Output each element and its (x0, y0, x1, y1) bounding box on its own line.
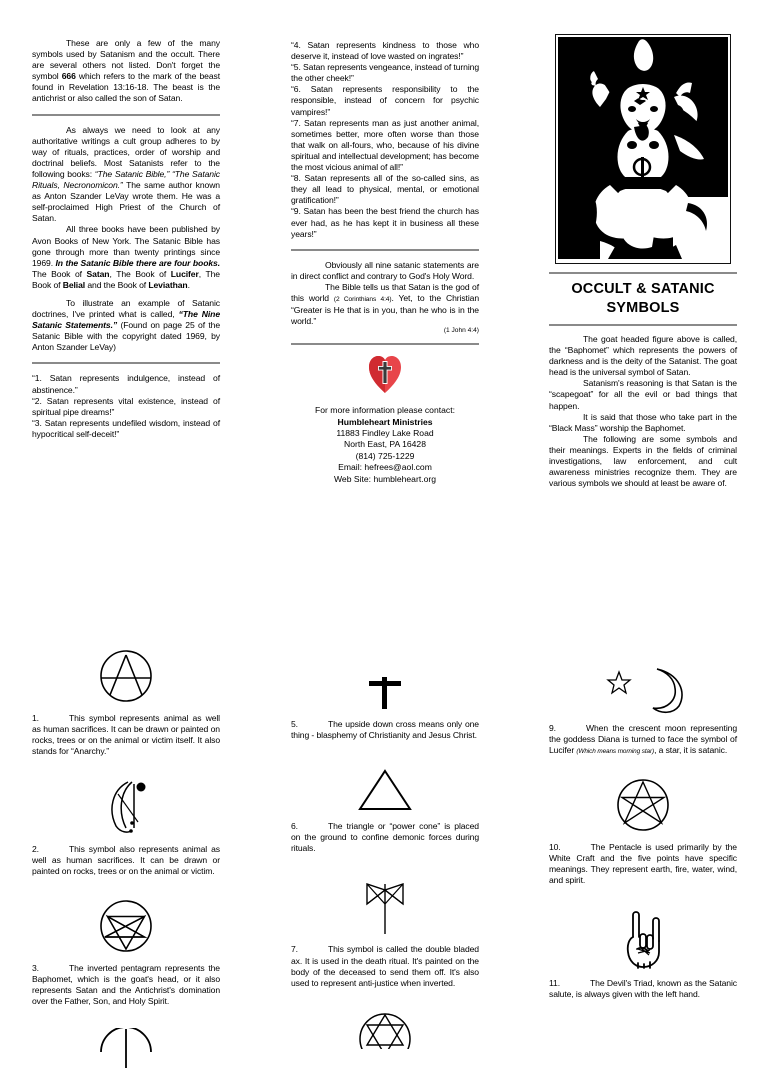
avon-text-c: , The Book of (109, 268, 171, 279)
book-leviathan: Leviathan (148, 279, 188, 290)
symbol-9-parenthetical: (Which means morning star) (576, 747, 655, 755)
double-bladed-ax-icon (291, 882, 479, 936)
contact-organization: Humbleheart Ministries (337, 416, 433, 427)
symbol-1-text: This symbol represents animal as well as human sacrifices. It can be drawn or painted on rocks, trees or on the animal or victim itself. It also stands for “Anarchy.” (32, 712, 220, 756)
paragraph-goat: The goat headed figure above is called, the “Baphomet” which represents the powers of darkness and is the deity of the Satanist. The goat head is the universal symbol of Satan. (549, 334, 737, 378)
satanic-statement-6: “6. Satan represents responsibility to the responsible, instead of concern for psychic vampires!” (291, 84, 479, 117)
column-2-top (291, 40, 479, 485)
illustrate-text-a: To illustrate an example of Satanic doctrines, I've printed what is called, (32, 297, 220, 320)
contact-phone: (814) 725-1229 (355, 450, 415, 461)
satanic-statement-2: “2. Satan represents vital existence, instead of spiritual pipe dreams!” (32, 395, 220, 417)
paragraph-obviously: Obviously all nine satanic statements are in direct conflict and contrary to God's Holy Word. (291, 259, 479, 281)
symbol-6-number: 6. (291, 820, 298, 831)
books-text-b: The same author known as Anton Szander LeVay wrote them. He was a self-proclaimed High Priest of the Church of Satan. (32, 180, 220, 224)
symbol-5-number: 5. (291, 718, 298, 729)
baphomet-image (555, 34, 731, 264)
cross-of-nero-icon (32, 1028, 220, 1068)
inverted-pentagram-icon (32, 898, 220, 954)
symbol-9-text-b: , a star, it is satanic. (654, 744, 728, 755)
contact-block (291, 405, 479, 485)
symbol-7-text: This symbol is called the double bladed ax. It is used in the death ritual. It's painted on the body of the deceased to send them off. It's also used to represent anti-justice when inverted. (291, 944, 479, 988)
humbleheart-logo (291, 354, 479, 399)
avon-text-e: and the Book of (85, 279, 149, 290)
paragraph-following: The following are some symbols and their meanings. Experts in the fields of criminal investigations, law enforcement, and cult awareness ministries recognize them. They are various symbols we should at least be aware of. (549, 433, 737, 489)
symbol-3-number: 3. (32, 962, 39, 973)
avon-text-a: All three books have been published by Avon Books of New York. The Satanic Bible has gone through more than twenty printings since 1969. (32, 224, 220, 268)
anarchy-symbol-icon (32, 648, 220, 704)
bible-text-a: The Bible tells us that Satan is the god of this world (291, 281, 479, 303)
symbol-5-text: The upside down cross means only one thing - blasphemy of Christianity and Jesus Christ. (291, 718, 479, 740)
page-title: OCCULT & SATANIC SYMBOLS (571, 281, 715, 316)
satanic-statement-4: “4. Satan represents kindness to those who deserve it, instead of love wasted on ingrates!” (291, 40, 479, 62)
number-of-beast: 666 (61, 71, 76, 82)
symbols-column-1 (32, 648, 220, 1074)
avon-text-d: , The Book of (32, 268, 220, 290)
satanic-statement-7: “7. Satan represents man as just another animal, sometimes better, more often worse than those that walk on all-fours, who, because of his divine spiritual and intellectual development; has become the most vicious animal of all!” (291, 117, 479, 173)
symbol-10-text: The Pentacle is used primarily by the White Craft and the five points have specific meanings. They represent earth, fire, water, wind, and spirit. (549, 842, 737, 886)
symbol-2-text: This symbol also represents animal as well as human sacrifices. It can be drawn or painted on rocks, trees or on the animal or victim. (32, 844, 220, 877)
contact-address-line-1: 11883 Findley Lake Road (336, 428, 434, 439)
column-1-top (32, 38, 220, 440)
symbols-column-2 (291, 676, 479, 1055)
satanic-statement-9: “9. Satan has been the best friend the church has ever had, as he has kept it in business all these years!” (291, 206, 479, 239)
symbol-3-text: The inverted pentagram represents the Baphomet, which is the goat's head, or it also represents Satan and the Antichrist's domination over the Father, Son, and Holy Spirit. (32, 962, 220, 1006)
spacer (32, 291, 220, 298)
divider-3 (291, 249, 479, 251)
crescent-moon-and-star-icon (549, 668, 737, 714)
symbol-10-description (549, 842, 737, 886)
baphomet-illustration (556, 35, 730, 263)
divider-6 (549, 324, 737, 326)
scripture-ref-corinthians: (2 Corinthians 4:4) (333, 295, 392, 303)
bible-text-b: . Yet, to the Christian “Greater is He that is in you, than he who is in the world.” (291, 292, 479, 327)
symbol-3-description (32, 963, 220, 1007)
book-titles: “The Satanic Bible,” “The Satanic Rituals, Necronomicon.” (32, 168, 220, 191)
paragraph-blackmass: It is said that those who take part in the “Black Mass” worship the Baphomet. (549, 411, 737, 433)
symbol-9-description (549, 723, 737, 757)
symbol-11-text: The Devil's Triad, known as the Satanic salute, is always given with the left hand. (549, 977, 737, 999)
symbol-2-description (32, 844, 220, 877)
paragraph-illustrate (32, 298, 220, 353)
scripture-ref-john: (1 John 4:4) (443, 327, 479, 335)
avon-text-b: The Book of (32, 268, 87, 279)
divider-2 (32, 362, 220, 364)
symbol-1-number: 1. (32, 712, 39, 723)
devils-triad-hand-icon (549, 907, 737, 969)
symbol-2-number: 2. (32, 844, 39, 855)
symbol-6-text: The triangle or “power cone” is placed on the ground to confine demonic forces during rituals. (291, 820, 479, 854)
contact-intro: For more information please contact: (315, 405, 455, 416)
symbol-5-description (291, 719, 479, 741)
avon-text-f: . (187, 279, 190, 290)
contact-website[interactable]: Web Site: humbleheart.org (333, 473, 437, 484)
divider-4 (291, 343, 479, 345)
column-3-top (549, 34, 737, 489)
paragraph-bible (291, 282, 479, 327)
symbol-11-description (549, 978, 737, 1000)
hexagram-symbol-icon (291, 1009, 479, 1049)
intro-text-a: These are only a few of the many symbols used by Satanism and the occult. There are several others not listed. Don't forget the symbol (32, 38, 220, 82)
symbols-column-3 (549, 668, 737, 1008)
book-lucifer: Lucifer (170, 268, 199, 279)
symbol-6-description (291, 821, 479, 854)
symbol-7-number: 7. (291, 944, 298, 955)
contact-email[interactable]: Email: hefrees@aol.com (338, 462, 432, 473)
paragraph-books (32, 125, 220, 225)
inverted-cross-icon (291, 676, 479, 710)
satanic-statement-8: “8. Satan represents all of the so-called sins, as they all lead to physical, mental, or emotional gratification!” (291, 173, 479, 206)
triangle-power-cone-icon (291, 768, 479, 812)
satanic-statement-5: “5. Satan represents vengeance, instead of turning the other cheek!” (291, 62, 480, 84)
symbol-10-number: 10. (549, 842, 561, 853)
book-belial: Belial (62, 279, 86, 290)
nine-statements-title: “The Nine Satanic Statements.” (32, 309, 220, 331)
symbol-11-number: 11. (549, 977, 561, 988)
satanic-statement-3: “3. Satan represents undefiled wisdom, instead of hypocritical self-deceit!” (32, 417, 220, 439)
four-books-emphasis: In the Satanic Bible there are four books. (55, 257, 220, 268)
intro-text-b: which refers to the mark of the beast found in Revelation 13:16-18. The beast is the antichrist or also called the son of Satan. (32, 71, 220, 104)
pentacle-icon (549, 777, 737, 833)
satanic-statement-1: “1. Satan represents indulgence, instead of abstinence.” (32, 373, 220, 395)
book-satan: Satan (86, 268, 110, 279)
illustrate-text-b: (Found on page 25 of the Satanic Bible with the copyright dated 1969, by Anton Szander LeVay) (32, 320, 221, 353)
heart-cross-icon (368, 354, 402, 394)
blood-ritual-symbol-icon (32, 778, 220, 836)
symbol-7-description (291, 944, 479, 988)
symbol-1-description (32, 713, 220, 757)
books-text-a: As always we need to look at any authoritative writings a cult group adheres to by way of rituals, practices, order of worship and doctrinal beliefs. Most Satanists refer to the following books: (32, 124, 220, 179)
paragraph-avon (32, 224, 220, 291)
paragraph-scapegoat: Satanism's reasoning is that Satan is the “scapegoat” for all the evil or bad things that happen. (549, 378, 737, 411)
paragraph-intro (32, 38, 220, 105)
contact-address-line-2: North East, PA 16428 (343, 439, 426, 450)
symbol-9-text-a: When the crescent moon representing the goddess Diana is turned to face the symbol of Lucifer (549, 722, 737, 755)
symbol-9-number: 9. (549, 722, 556, 733)
divider-5 (549, 272, 737, 274)
divider-1 (32, 114, 220, 116)
